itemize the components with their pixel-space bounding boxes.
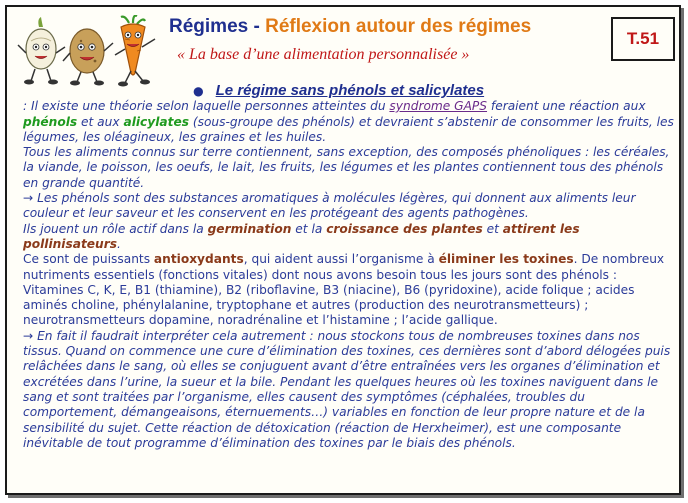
title-main: Régimes - [169, 16, 266, 37]
document-body [23, 83, 675, 451]
intro-text: : Il existe une théorie selon laquelle personnes atteintes du [23, 99, 390, 114]
title-topic: Réflexion autour des régimes [265, 16, 532, 37]
bullet-icon: ● [193, 84, 204, 98]
section-heading-line [23, 83, 675, 99]
antiox-text: Ce sont de puissants [23, 252, 154, 267]
term-attirent: attirent les pollinisateurs [23, 221, 580, 251]
gaps-link[interactable]: syndrome GAPS [389, 99, 488, 114]
role-text-2: et la [291, 221, 327, 236]
antiox-text-2: , qui aident aussi l’organisme à [243, 252, 439, 267]
role-text: Ils jouent un rôle actif dans la [23, 221, 208, 236]
role-text-3: et [482, 221, 503, 236]
term-alicylates: alicylates [123, 114, 189, 129]
section-heading: Le régime sans phénols et salicylates [215, 82, 485, 99]
term-germination: germination [207, 221, 292, 236]
page-frame [5, 5, 681, 495]
term-croissance: croissance des plantes [326, 221, 483, 236]
paragraph-aromatics: → Les phénols sont des substances aromatiques à molécules légères, qui donnent aux aliments leur couleur et leur saveur et les conservent en les protégeant des agents pathogènes. [23, 191, 636, 221]
page-badge: T.51 [611, 17, 675, 61]
page-subtitle: « La base d’une alimentation personnalisée » [177, 46, 470, 63]
term-eliminer: éliminer les toxines [438, 252, 574, 267]
term-phenols: phénols [23, 114, 78, 129]
intro-text-2: feraient une réaction aux [487, 99, 646, 114]
role-text-4: . [117, 236, 121, 251]
page-title [169, 16, 531, 38]
paragraph-role [23, 222, 675, 253]
vegetables-icon [17, 15, 167, 89]
paragraph-detox: → En fait il faudrait interpréter cela autrement : nous stockons tous de nombreuses toxines dans nos tissus. Quand on commence une cure d’élimination des toxines, ces dernières sont d’abord délogées puis relâchées dans le sang, où elles se conjuguent avant d’être entraînées vers les organes d’élimination et excrétées dans l’urine, la sueur et la bile. Pendant les quelques heures où les toxines naviguent dans le sang et sont traitées par l’organisme, elles causent des symptômes (céphalées, troubles du comportement, démangeaisons, éternuements…) variables en fonction de leur propre nature et de la sensibilité du sujet. Cette réaction de détoxication (réaction de Herxheimer), est une composante inévitable de tout programme d’élimination des toxines par le biais des phénols. [23, 328, 671, 450]
paragraph-antioxidants [23, 252, 675, 328]
paragraph-compounds: Tous les aliments connus sur terre contiennent, sans exception, des composés phénoliques : les céréales, la viande, le poisson, les oeufs, le lait, les fruits, les légumes et les plantes contiennent tous des phénols en grande quantité. [23, 145, 670, 190]
antiox-text-3: . De nombreux nutriments essentiels (fonctions vitales) dont nous avons besoin tous les jours sont des phénols : Vitamines C, K, E, B1 (thiamine), B2 (riboflavine, B3 (niacine), B6 (pyridoxine), acide folique ; acides aminés choline, phénylalanine, tryptophane et autres (production des neurotransmetteurs) ; neurotransmetteurs dopamine, noradrénaline et l’histamine ; l’acide gallique. [23, 252, 665, 328]
paragraph-intro [23, 99, 675, 145]
intro-text-4: (sous-groupe des phénols) et devraient s’abstenir de consommer les fruits, les légumes, les oléagineux, les graines et les huiles. [23, 114, 674, 144]
intro-text-3: et aux [77, 114, 124, 129]
term-antioxydants: antioxydants [153, 252, 244, 267]
